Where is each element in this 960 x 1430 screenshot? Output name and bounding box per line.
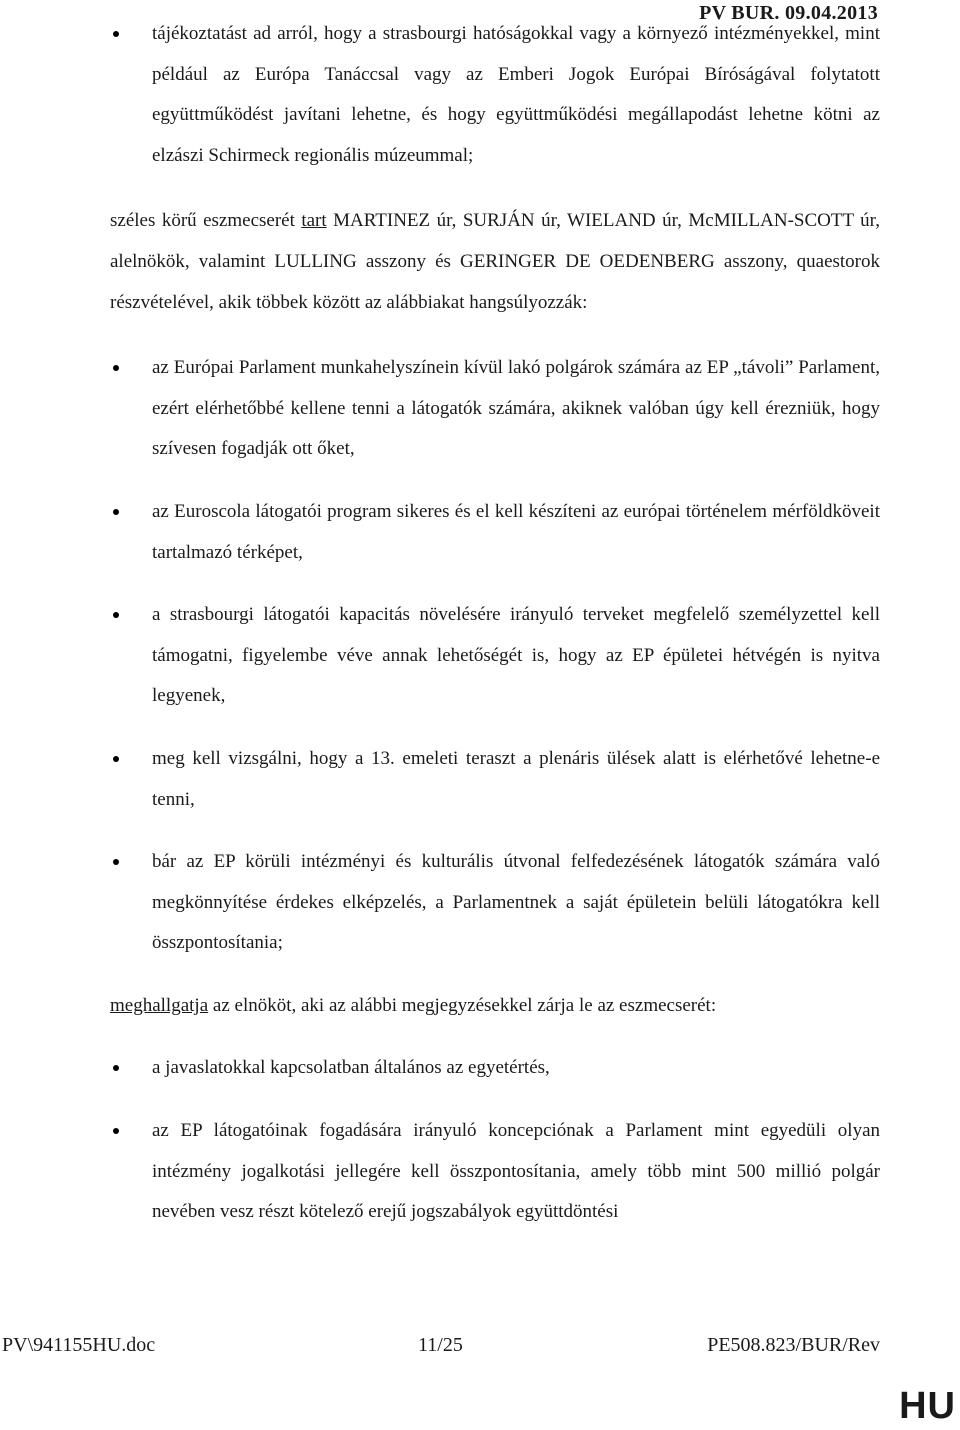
bullet-text: tájékoztatást ad arról, hogy a strasbourgi hatóságokkal vagy a környező intézményekkel, mint például az Európa Tanáccsal vagy az Emberi Jogok Európai Bíróságával folytatott együttműködést javítani lehetne, és hogy együttműködési megállapodást lehetne kötni az elzászi Schirmeck regionális múzeummal; [152,23,880,166]
footer-page-number: 11/25 [418,1334,463,1356]
paragraph-text-before: széles körű eszmecserét [110,210,302,232]
footer-file-name: PV\941155HU.doc [2,1334,156,1356]
bullet-dot-icon [113,859,119,865]
bullet-text: az Európai Parlament munkahelyszínein kívül lakó polgárok számára az EP „távoli” Parlament, ezért elérhetőbbé kellene tenni a látogatók számára, akiknek valóban úgy kell érezniük, hogy szívesen fogadják ott őket, [152,357,880,460]
paragraph-text-after: MARTINEZ úr, SURJÁN úr, WIELAND úr, McMILLAN-SCOTT úr, alelnökök, valamint LULLING asszony és GERINGER DE OEDENBERG asszony, quaestorok részvételével, akik többek között az alábbiakat hangsúlyozzák: [110,210,880,313]
bullet-item [110,492,880,573]
bullet-dot-icon [113,509,119,515]
header-reference: PV BUR. 09.04.2013 [699,2,878,24]
language-code: HU [899,1385,956,1427]
bullet-dot-icon [113,365,119,371]
bullet-item [110,739,880,820]
bullet-text: bár az EP körüli intézményi és kulturális útvonal felfedezésének látogatók számára való megkönnyítése érdekes elképzelés, a Parlamentnek a saját épületein belüli látogatókra kell összpontosítania; [152,851,880,954]
bullet-item [110,842,880,964]
bullet-text: az EP látogatóinak fogadására irányuló koncepciónak a Parlament mint egyedüli olyan intézmény jogalkotási jellegére kell összpontosítania, amely több mint 500 millió polgár nevében vesz részt kötelező erejű jogszabályok együttdöntési [152,1120,880,1223]
paragraph-keyword: meghallgatja [110,994,209,1016]
document-body [110,14,880,1233]
bullet-dot-icon [113,612,119,618]
bullet-item [110,595,880,717]
paragraph-keyword: tart [301,210,327,232]
bullet-item [110,14,880,176]
bullet-text: az Euroscola látogatói program sikeres és el kell készíteni az európai történelem mérföldköveit tartalmazó térképet, [152,500,880,563]
paragraph-closing [110,986,880,1027]
paragraph-text-after: az elnököt, aki az alábbi megjegyzésekkel zárja le az eszmecserét: [208,994,717,1016]
bullet-dot-icon [113,1065,119,1071]
bullet-text: meg kell vizsgálni, hogy a 13. emeleti teraszt a plenáris ülések alatt is elérhetővé lehetne-e tenni, [152,747,880,810]
bullet-dot-icon [113,31,119,37]
bullet-dot-icon [113,756,119,762]
bullet-item [110,348,880,470]
bullet-item [110,1111,880,1233]
bullet-text: a strasbourgi látogatói kapacitás növelésére irányuló terveket megfelelő személyzettel kell támogatni, figyelembe véve annak lehetőségét is, hogy az EP épületei hétvégén is nyitva legyenek, [152,604,880,707]
bullet-item [110,1048,880,1089]
bullet-dot-icon [113,1128,119,1134]
footer-document-reference: PE508.823/BUR/Rev [707,1334,880,1356]
bullet-text: a javaslatokkal kapcsolatban általános az egyetértés, [152,1057,550,1079]
paragraph-discussion [110,201,880,323]
